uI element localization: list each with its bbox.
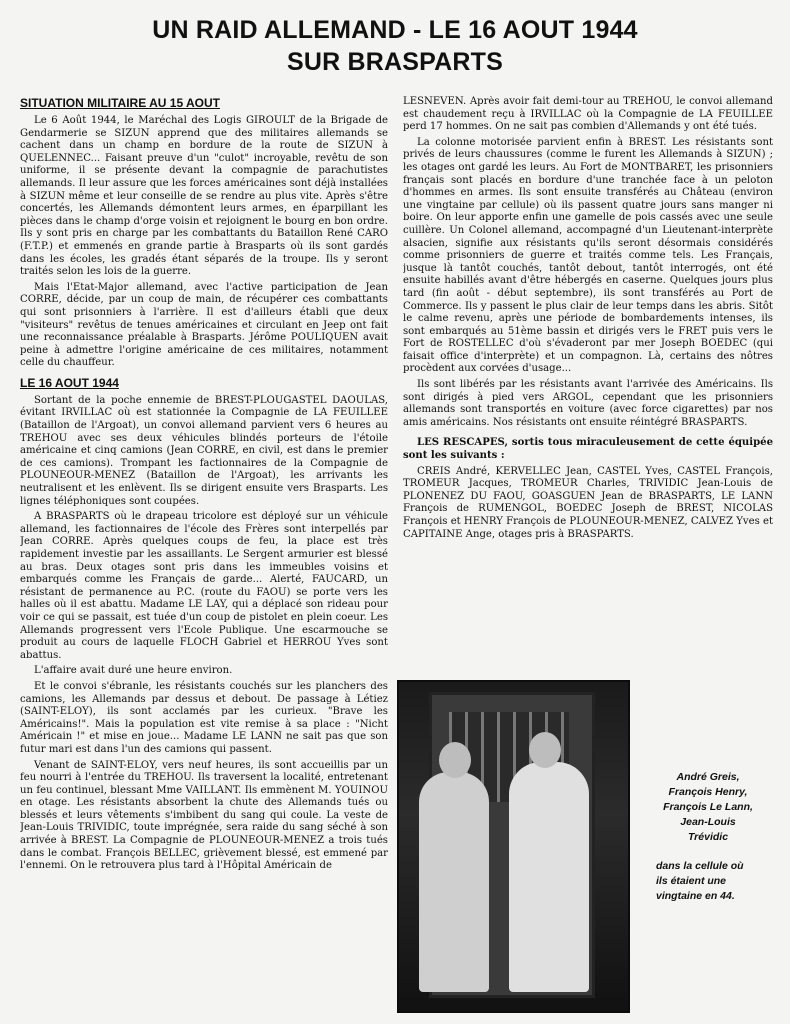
caption-place <box>638 859 778 904</box>
caption-name: Trévidic <box>687 831 729 843</box>
paragraph: Le 6 Août 1944, le Maréchal des Logis GIROULT de la Brigade de Gendarmerie se SIZUN apprend que des militaires allemands se cachent dans un champ en bordure de la route de SIZUN à QUELENNEC... Faisant preuve d'un "culot" incroyable, revêtu de son uniforme, il se présente devant la compagnie de parachutistes allemands. Il leur assure que les forces américaines sont déjà installées à SIZUN même et leur conseille de se rendre au plus vite. Après s'être concertés, les Allemands démontent leurs armes, en éparpillant les pièces dans le champ d'orge voisin et rejoignent le bourg en bon ordre. Ils y sont pris en charge par les combattants du Bataillon René CARO (F.T.P.) et emmenés en grande partie à Brasparts où ils sont gardés dans les écoles, les gradés étant séparés de la troupe. Ils y seront traités selon les lois de la guerre. <box>20 115 388 278</box>
rescapes-heading: LES RESCAPES, sortis tous miraculeusement de cette équipée sont les suivants : <box>403 437 773 462</box>
title-line-2: SUR BRASPARTS <box>286 48 504 76</box>
paragraph: Mais l'Etat-Major allemand, avec l'active participation de Jean CORRE, décide, par un coup de main, de récupérer ces combattants qui sont prisonniers à l'arrière. Il est d'ailleurs établi que deux "visiteurs" revêtus de tenues américaines et circulant en Jeep ont fait une reconnaissance préalable à Brasparts. Jérôme POULIQUEN avait peine à admettre l'origine américaine de ces militaires, notamment celle du chauffeur. <box>20 281 388 369</box>
caption-place-line: dans la cellule où <box>656 860 744 872</box>
caption-name: André Greis, <box>676 771 740 783</box>
paragraph: A BRASPARTS où le drapeau tricolore est déployé sur un véhicule allemand, les factionnaires de l'école des Frères sont interpellés par Jean CORRE. Après quelques coups de feu, la place est très rapidement investie par les assaillants. Le Sergent armurier est blessé au bras. Deux otages sont pris dans les immeubles voisins et embarqués comme les Français de garde... Alerté, FAUCARD, un résistant de permanence au P.C. (route du FAOU) se porte vers les halles où il est abattu. Madame LE LAY, qui a déplacé son rideau pour voir ce qui se passait, est tuée d'un coup de pistolet en plein coeur. Les Allemands progressent vers l'Ecole Publique. Une escarmouche se produit au cours de laquelle FLOCH Gabriel et HERROU Yves sont abattus. <box>20 511 388 661</box>
section-heading-situation: SITUATION MILITAIRE AU 15 AOUT <box>20 96 220 110</box>
caption-place-line: ils étaient une <box>656 875 727 887</box>
paragraph: Ils sont libérés par les résistants avant l'arrivée des Américains. Ils sont dirigés à pied vers ARGOL, cependant que les prisonniers allemands sont transportés en voiture (avec force cigarettes) par nos amis américains. Nos résistants ont ensuite réintégré BRASPARTS. <box>403 379 773 428</box>
right-column <box>403 96 773 656</box>
photo-caption <box>638 770 778 904</box>
paragraph: LESNEVEN. Après avoir fait demi-tour au TREHOU, le convoi allemand est chaudement reçu à IRVILLAC où la Compagnie de LA FEUILLEE perd 17 hommes. On ne sait pas combien d'Allemands y ont été tués. <box>403 96 773 133</box>
caption-place-line: vingtaine en 44. <box>656 890 735 902</box>
paragraph: Et le convoi s'ébranle, les résistants couchés sur les planchers des camions, les Allemands par dessus et debout. De passage à Létiez (SAINT-ELOY), ils sont acclamés par les curieux. "Brave les Américains!". Mais la population est vite remise à sa place : "Nicht Américain !" et mise en joue... Madame LE LANN ne sait pas que son futur mari est dans l'un des camions qui passent. <box>20 680 388 755</box>
paragraph: Sortant de la poche ennemie de BREST-PLOUGASTEL DAOULAS, évitant IRVILLAC où est stationnée la Compagnie de LA FEUILLEE (Bataillon de l'Argoat), un convoi allemand parvient vers 6 heures au TREHOU avec ses deux véhicules blindés porteurs de l'étoile américaine et cinq camions (Jean CORRE, en civil, est dans le premier de ces camions). Trompant les factionnaires de la Compagnie de PLOUNEOUR-MENEZ (Bataillon de l'Argoat), les arrivants les neutralisent et les enlèvent. Ils se dirigent ensuite vers Brasparts. Les lignes téléphoniques sont coupées. <box>20 394 388 507</box>
prison-cell-photo <box>397 680 630 1013</box>
caption-names <box>638 770 778 845</box>
left-column <box>20 96 388 1008</box>
person-figure <box>509 762 589 992</box>
paragraph: Venant de SAINT-ELOY, vers neuf heures, ils sont accueillis par un feu nourri à l'entrée du TREHOU. Ils traversent la localité, entretenant un feu continuel, blessant Mme VAILLANT. Ils emmènent M. YOUINOU en otage. Les résistants absorbent la chute des Allemands tués ou blessés et leurs vêtements s'imbibent du sang qui coule. La veste de Jean-Louis TRIVIDIC, toute imprégnée, sera raide du sang séché à son arrivée à BREST. La Compagnie de PLOUNEOUR-MENEZ a trois tués dans le combat. François BELLEC, grièvement blessé, est emmené par l'ennemi. On le retrouvera plus tard à l'Hôpital Américain de <box>20 759 388 872</box>
paragraph: La colonne motorisée parvient enfin à BREST. Les résistants sont privés de leurs chaussures (comme le furent les Allemands à SIZUN) ; les otages ont gardé les leurs. Au Fort de MONTBARET, les prisonniers français sont placés en bordure d'une tranchée face à un peloton d'hommes en armes. Ils sont ensuite transférés au Château (environ une vingtaine par cellule) où ils passent quatre jours sans manger ni boire. On leur apporte enfin une gamelle de pois cassés avec une seule cuillère. Un Colonel allemand, accompagné d'un Lieutenant-interprète alsacien, signifie aux résistants qu'ils seront désormais considérés comme prisonniers de guerre et traités comme tels. Les Français, jusque là tantôt couchés, tantôt debout, tantôt interrogés, ont été ensuite habillés avant d'être hébergés en caserne. Quelques jours plus tard (fin août - début septembre), ils sont transférés au Port de Commerce. Ils y passent le plus clair de leur temps dans les abris. Sitôt le calme revenu, après une période de bombardements intenses, ils sont embarqués au 51ème bassin et dirigés vers le FRET puis vers le Fort de ROSTELLEC d'où s'évaderont par mer Joseph BOEDEC (qui faisait office d'interprète) et un compagnon. Là, certains des nôtres procèdent aux corvées d'usage... <box>403 136 773 375</box>
caption-name: François Le Lann, <box>663 801 753 813</box>
person-figure <box>419 772 489 992</box>
caption-name: François Henry, <box>668 786 748 798</box>
section-heading-16-aout: LE 16 AOUT 1944 <box>20 375 119 390</box>
title-line-1: UN RAID ALLEMAND - LE 16 AOUT 1944 <box>152 16 638 44</box>
rescapes-list: CREIS André, KERVELLEC Jean, CASTEL Yves, CASTEL François, TROMEUR Jacques, TROMEUR Charles, TRIVIDIC Jean-Louis de PLONENEZ DU FAOU, GOASGUEN Jean de BRASPARTS, LE LANN François de RUMENGOL, BOEDEC Joseph de BREST, NICOLAS François et HENRY François de PLOUNEOUR-MENEZ, CALVEZ Yves et CAPITAINE Ange, otages pris à BRASPARTS. <box>403 465 773 540</box>
caption-name: Jean-Louis <box>680 816 736 828</box>
paragraph: L'affaire avait duré une heure environ. <box>34 665 233 677</box>
article-title <box>0 14 790 78</box>
